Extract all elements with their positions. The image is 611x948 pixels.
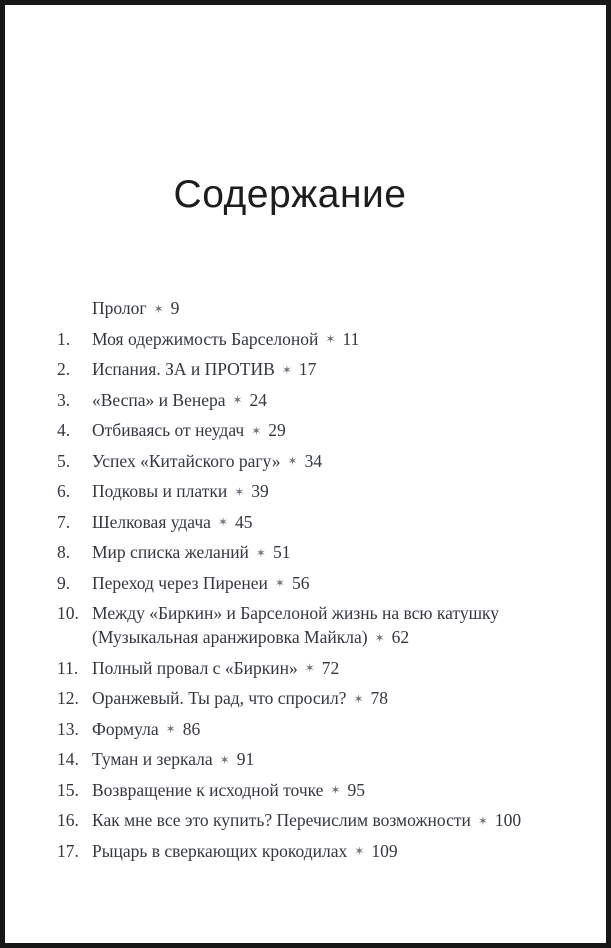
star-separator-icon: ✶ [232,393,243,407]
toc-item [57,808,523,833]
toc-item-entry [92,296,523,321]
toc-item-entry [92,808,523,833]
star-separator-icon: ✶ [330,783,341,797]
toc-item-entry [92,479,523,504]
toc-item [57,540,523,565]
toc-item-page-number: 29 [268,420,286,440]
toc-item-entry [92,601,523,650]
toc-item [57,388,523,413]
toc-item-title: Пролог [92,298,147,318]
contents-block [57,5,523,863]
toc-item-number: 6. [57,481,71,501]
toc-item-number: 1. [57,328,71,349]
toc-item-title: Успех «Китайского рагу» [92,450,281,471]
star-separator-icon: ✶ [325,332,336,346]
toc-item-page-number: 11 [342,328,360,349]
toc-item-page-number: 24 [249,389,268,410]
toc-item [57,686,523,711]
toc-item-entry [92,571,523,596]
toc-item-page-number: 45 [235,511,253,532]
toc-item-title: Туман и зеркала [92,749,213,769]
toc-item-entry [92,656,523,681]
toc-item-entry [92,540,523,565]
toc-item-entry [92,357,523,382]
toc-item-number: 9. [57,572,71,593]
toc-item-entry [92,839,523,864]
toc-item-title: Мир списка желаний [92,542,249,562]
toc-item-title: Рыцарь в сверкающих крокодилах [92,840,348,861]
toc-item [57,717,523,742]
toc-item [57,296,523,321]
toc-item-entry [92,717,523,742]
toc-item-number: 15. [57,779,79,800]
star-separator-icon: ✶ [287,454,298,468]
star-separator-icon: ✶ [153,301,164,316]
toc-item-number: 11. [57,657,79,678]
star-separator-icon: ✶ [374,630,385,645]
toc-item [57,510,523,535]
table-of-contents [57,296,523,863]
star-separator-icon: ✶ [353,691,364,706]
toc-item-number: 8. [57,542,71,562]
star-separator-icon: ✶ [234,484,245,499]
toc-item-number: 3. [57,389,71,410]
toc-item-title: «Веспа» и Венера [92,389,226,410]
star-separator-icon: ✶ [165,722,176,736]
toc-item [57,839,523,864]
toc-item-number: 2. [57,359,71,379]
toc-item-title: Шелковая удача [92,511,211,532]
toc-item-number: 16. [57,810,79,830]
toc-item-page-number: 91 [236,749,255,769]
toc-item-title: Отбиваясь от неудач [92,420,245,440]
toc-item [57,747,523,772]
star-separator-icon: ✶ [217,515,228,529]
star-separator-icon: ✶ [251,423,262,438]
toc-item-page-number: 34 [304,450,323,471]
star-separator-icon: ✶ [304,661,315,675]
toc-item-title: Оранжевый. Ты рад, что спросил? [92,688,347,708]
toc-item-page-number: 39 [251,481,269,501]
toc-item-title: Испания. ЗА и ПРОТИВ [92,359,275,379]
star-separator-icon: ✶ [477,813,488,828]
toc-item-title: Формула [92,718,159,739]
toc-item-page-number: 17 [298,359,317,379]
toc-item-number: 14. [57,749,79,769]
toc-item-title: Полный провал с «Биркин» [92,657,298,678]
star-separator-icon: ✶ [219,752,230,767]
toc-item [57,418,523,443]
star-separator-icon: ✶ [281,362,292,377]
toc-item [57,656,523,681]
toc-item-title: Переход через Пиренеи [92,572,268,593]
toc-item-page-number: 51 [272,542,291,562]
toc-item-number: 4. [57,420,71,440]
toc-item-title: Моя одержимость Барселоной [92,328,319,349]
toc-item-entry [92,747,523,772]
toc-item-title: Как мне все это купить? Перечислим возможности [92,810,471,830]
toc-item-entry [92,686,523,711]
toc-item-page-number: 109 [371,840,398,861]
toc-item-page-number: 72 [321,657,340,678]
toc-item-entry [92,418,523,443]
toc-item [57,571,523,596]
toc-item [57,778,523,803]
toc-item [57,601,523,650]
toc-item-entry [92,510,523,535]
toc-item-number: 13. [57,718,79,739]
toc-item-page-number: 100 [494,810,522,830]
toc-item [57,479,523,504]
toc-item-number: 17. [57,840,79,861]
toc-item-page-number: 86 [182,718,201,739]
toc-item [57,357,523,382]
toc-item-title: Возвращение к исходной точке [92,779,324,800]
star-separator-icon: ✶ [354,844,365,858]
toc-item-page-number: 9 [170,298,180,318]
page-title: Содержание [173,173,407,216]
star-separator-icon: ✶ [274,576,285,590]
toc-item-title: Между «Биркин» и Барселоной жизнь на всю катушку (Музыкальная аранжировка Майкла) [92,603,500,647]
toc-item-entry [92,388,523,413]
toc-item-number: 5. [57,450,71,471]
toc-item-entry [92,778,523,803]
toc-item-number: 7. [57,511,71,532]
toc-item-entry [92,449,523,474]
toc-item-page-number: 62 [391,627,410,647]
toc-item-title: Подковы и платки [92,481,228,501]
toc-item [57,327,523,352]
star-separator-icon: ✶ [255,545,266,560]
toc-item-page-number: 95 [347,779,366,800]
toc-item-page-number: 56 [291,572,310,593]
toc-item-number: 12. [57,688,79,708]
toc-item-number: 10. [57,603,79,623]
toc-item-entry [92,327,523,352]
toc-item-page-number: 78 [370,688,389,708]
toc-item [57,449,523,474]
